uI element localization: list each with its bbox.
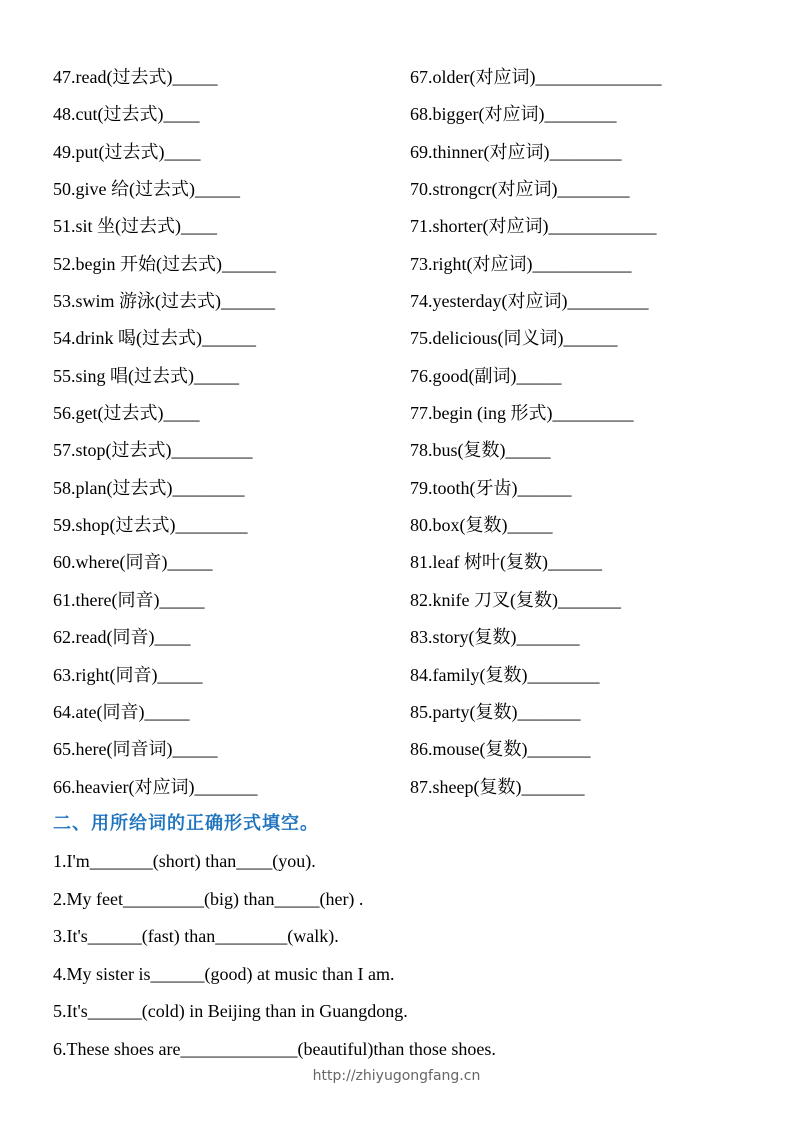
list-item: 60.where(同音)_____: [53, 552, 213, 573]
list-item: 55.sing 唱(过去式)_____: [53, 365, 239, 386]
list-item: 83.story(复数)_______: [410, 627, 580, 648]
list-item: 51.sit 坐(过去式)____: [53, 216, 217, 237]
list-item: 64.ate(同音)_____: [53, 701, 190, 722]
list-item: 82.knife 刀叉(复数)_______: [410, 589, 621, 610]
list-item: 85.party(复数)_______: [410, 701, 581, 722]
list-item: 67.older(对应词)______________: [410, 67, 662, 87]
list-item: 77.begin (ing 形式)_________: [410, 403, 634, 424]
list-item: 48.cut(过去式)____: [53, 104, 200, 125]
vocabulary-columns: [53, 63, 753, 810]
right-column: [410, 63, 753, 810]
sentence-item: 3.It's______(fast) than________(walk).: [53, 926, 339, 946]
list-item: 47.read(过去式)_____: [53, 67, 218, 87]
list-item: 53.swim 游泳(过去式)______: [53, 291, 275, 312]
list-item: 59.shop(过去式)________: [53, 515, 248, 536]
list-item: 50.give 给(过去式)_____: [53, 179, 240, 200]
sentence-item: 1.I'm_______(short) than____(you).: [53, 851, 316, 871]
list-item: 87.sheep(复数)_______: [410, 776, 585, 797]
list-item: 57.stop(过去式)_________: [53, 440, 253, 461]
list-item: 68.bigger(对应词)________: [410, 104, 617, 125]
list-item: 79.tooth(牙齿)______: [410, 477, 572, 498]
list-item: 58.plan(过去式)________: [53, 477, 245, 498]
list-item: 52.begin 开始(过去式)______: [53, 253, 276, 274]
left-column: [53, 63, 410, 810]
list-item: 75.delicious(同义词)______: [410, 328, 618, 349]
sentence-item: 6.These shoes are_____________(beautiful)than those shoes.: [53, 1038, 496, 1059]
list-item: 66.heavier(对应词)_______: [53, 776, 258, 797]
list-item: 65.here(同音词)_____: [53, 739, 218, 760]
list-item: 56.get(过去式)____: [53, 403, 200, 424]
list-item: 69.thinner(对应词)________: [410, 141, 622, 162]
sentence-item: 4.My sister is______(good) at music than I am.: [53, 963, 395, 984]
footer-url: http://zhiyugongfang.cn: [312, 1068, 481, 1084]
list-item: 73.right(对应词)___________: [410, 253, 632, 274]
list-item: 61.there(同音)_____: [53, 589, 205, 610]
list-item: 71.shorter(对应词)____________: [410, 216, 657, 237]
sentence-item: 5.It's______(cold) in Beijing than in Guangdong.: [53, 1001, 408, 1021]
list-item: 78.bus(复数)_____: [410, 440, 551, 461]
list-item: 76.good(副词)_____: [410, 365, 562, 386]
list-item: 74.yesterday(对应词)_________: [410, 291, 649, 312]
list-item: 63.right(同音)_____: [53, 664, 203, 685]
list-item: 62.read(同音)____: [53, 627, 191, 648]
list-item: 81.leaf 树叶(复数)______: [410, 552, 602, 573]
fill-in-sentences: [53, 847, 753, 1072]
section-title: 二、用所给词的正确形式填空。: [53, 813, 319, 834]
list-item: 54.drink 喝(过去式)______: [53, 328, 256, 349]
list-item: 86.mouse(复数)_______: [410, 739, 591, 760]
list-item: 84.family(复数)________: [410, 664, 600, 685]
list-item: 70.strongcr(对应词)________: [410, 179, 630, 200]
list-item: 49.put(过去式)____: [53, 141, 201, 162]
sentence-item: 2.My feet_________(big) than_____(her) .: [53, 888, 364, 909]
list-item: 80.box(复数)_____: [410, 515, 553, 536]
